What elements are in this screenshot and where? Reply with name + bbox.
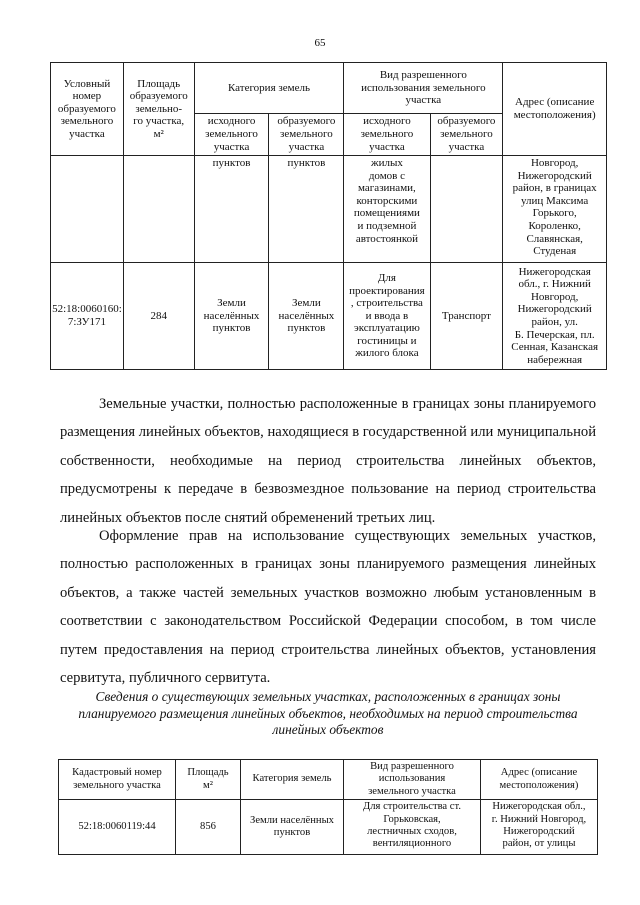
header-land-category: Категория земель bbox=[241, 760, 344, 800]
cell-plot-number bbox=[51, 156, 124, 263]
cell-plot-number: 52:18:0060160: 7:ЗУ171 bbox=[51, 263, 124, 370]
header-plot-area: Площадь образуемого земельно- го участка, м² bbox=[123, 63, 194, 156]
subheader-use-formed: образуемого земельного участка bbox=[430, 113, 503, 155]
page-number: 65 bbox=[314, 37, 326, 49]
header-address: Адрес (описание местоположения) bbox=[503, 63, 607, 156]
cell-category-formed: пунктов bbox=[269, 156, 344, 263]
cell-category-formed: Земли населённых пунктов bbox=[269, 263, 344, 370]
cell-use-source: Для проектирования , строительства и ввода в эксплуатацию гостиницы и жилого блока bbox=[344, 263, 430, 370]
table-header-row bbox=[59, 760, 598, 800]
subheader-use-source: исходного земельного участка bbox=[344, 113, 430, 155]
paragraph-rights: Оформление прав на использование существующих земельных участков, полностью расположенных в границах зоны планируемого размещения линейных объектов, а также частей земельных участков возможно любым установленным в соответствии с законодательством Российской Федерации способом, в том числе путем предоставления на период строительства линейных объектов, установления сервитута, публичного сервитута. bbox=[60, 528, 596, 687]
cell-category-source: Земли населённых пунктов bbox=[194, 263, 269, 370]
cell-use-formed: Транспорт bbox=[430, 263, 503, 370]
header-area: Площадь м² bbox=[176, 760, 241, 800]
header-permitted-use: Вид разрешенного использования земельного участка bbox=[344, 760, 481, 800]
table-header-row bbox=[51, 63, 607, 114]
cell-plot-area bbox=[123, 156, 194, 263]
existing-plots-table bbox=[58, 759, 598, 855]
cell-address: Нижегородская обл., г. Нижний Новгород, Нижегородский район, от улицы bbox=[481, 800, 598, 855]
land-plots-table bbox=[50, 62, 607, 370]
table-row bbox=[59, 800, 598, 855]
cell-use-formed bbox=[430, 156, 503, 263]
header-permitted-use: Вид разрешенного использования земельного участка bbox=[344, 63, 503, 114]
paragraph-transfer: Земельные участки, полностью расположенные в границах зоны планируемого размещения линейных объектов, находящиеся в государственной или муниципальной собственности, необходимые на период строительства линейных объектов, предусмотрены к передаче в безвозмездное пользование на период строительства линейных объектов после снятий обременений третьих лиц. bbox=[60, 396, 596, 526]
table-row bbox=[51, 156, 607, 263]
cell-cadastral-number: 52:18:0060119:44 bbox=[59, 800, 176, 855]
cell-area: 856 bbox=[176, 800, 241, 855]
cell-permitted-use: Для строительства ст. Горьковская, лестничных сходов, вентиляционного bbox=[344, 800, 481, 855]
subheader-category-formed: образуемого земельного участка bbox=[269, 113, 344, 155]
cell-plot-area: 284 bbox=[123, 263, 194, 370]
table-caption: Сведения о существующих земельных участках, расположенных в границах зоны планируемого размещения линейных объектов, необходимых на период строительства линейных объектов bbox=[78, 689, 578, 737]
cell-land-category: Земли населённых пунктов bbox=[241, 800, 344, 855]
cell-address: Нижегородская обл., г. Нижний Новгород, Нижегородский район, ул. Б. Печерская, пл. Сенная, Казанская набережная bbox=[503, 263, 607, 370]
header-land-category: Категория земель bbox=[194, 63, 344, 114]
header-address: Адрес (описание местоположения) bbox=[481, 760, 598, 800]
cell-category-source: пунктов bbox=[194, 156, 269, 263]
subheader-category-source: исходного земельного участка bbox=[194, 113, 269, 155]
table-row bbox=[51, 263, 607, 370]
header-cadastral-number: Кадастровый номер земельного участка bbox=[59, 760, 176, 800]
cell-address: Новгород, Нижегородский район, в границах улиц Максима Горького, Короленко, Славянская, Студеная bbox=[503, 156, 607, 263]
cell-use-source: жилых домов с магазинами, конторскими помещениями и подземной автостоянкой bbox=[344, 156, 430, 263]
header-plot-number: Условный номер образуемого земельного участка bbox=[51, 63, 124, 156]
